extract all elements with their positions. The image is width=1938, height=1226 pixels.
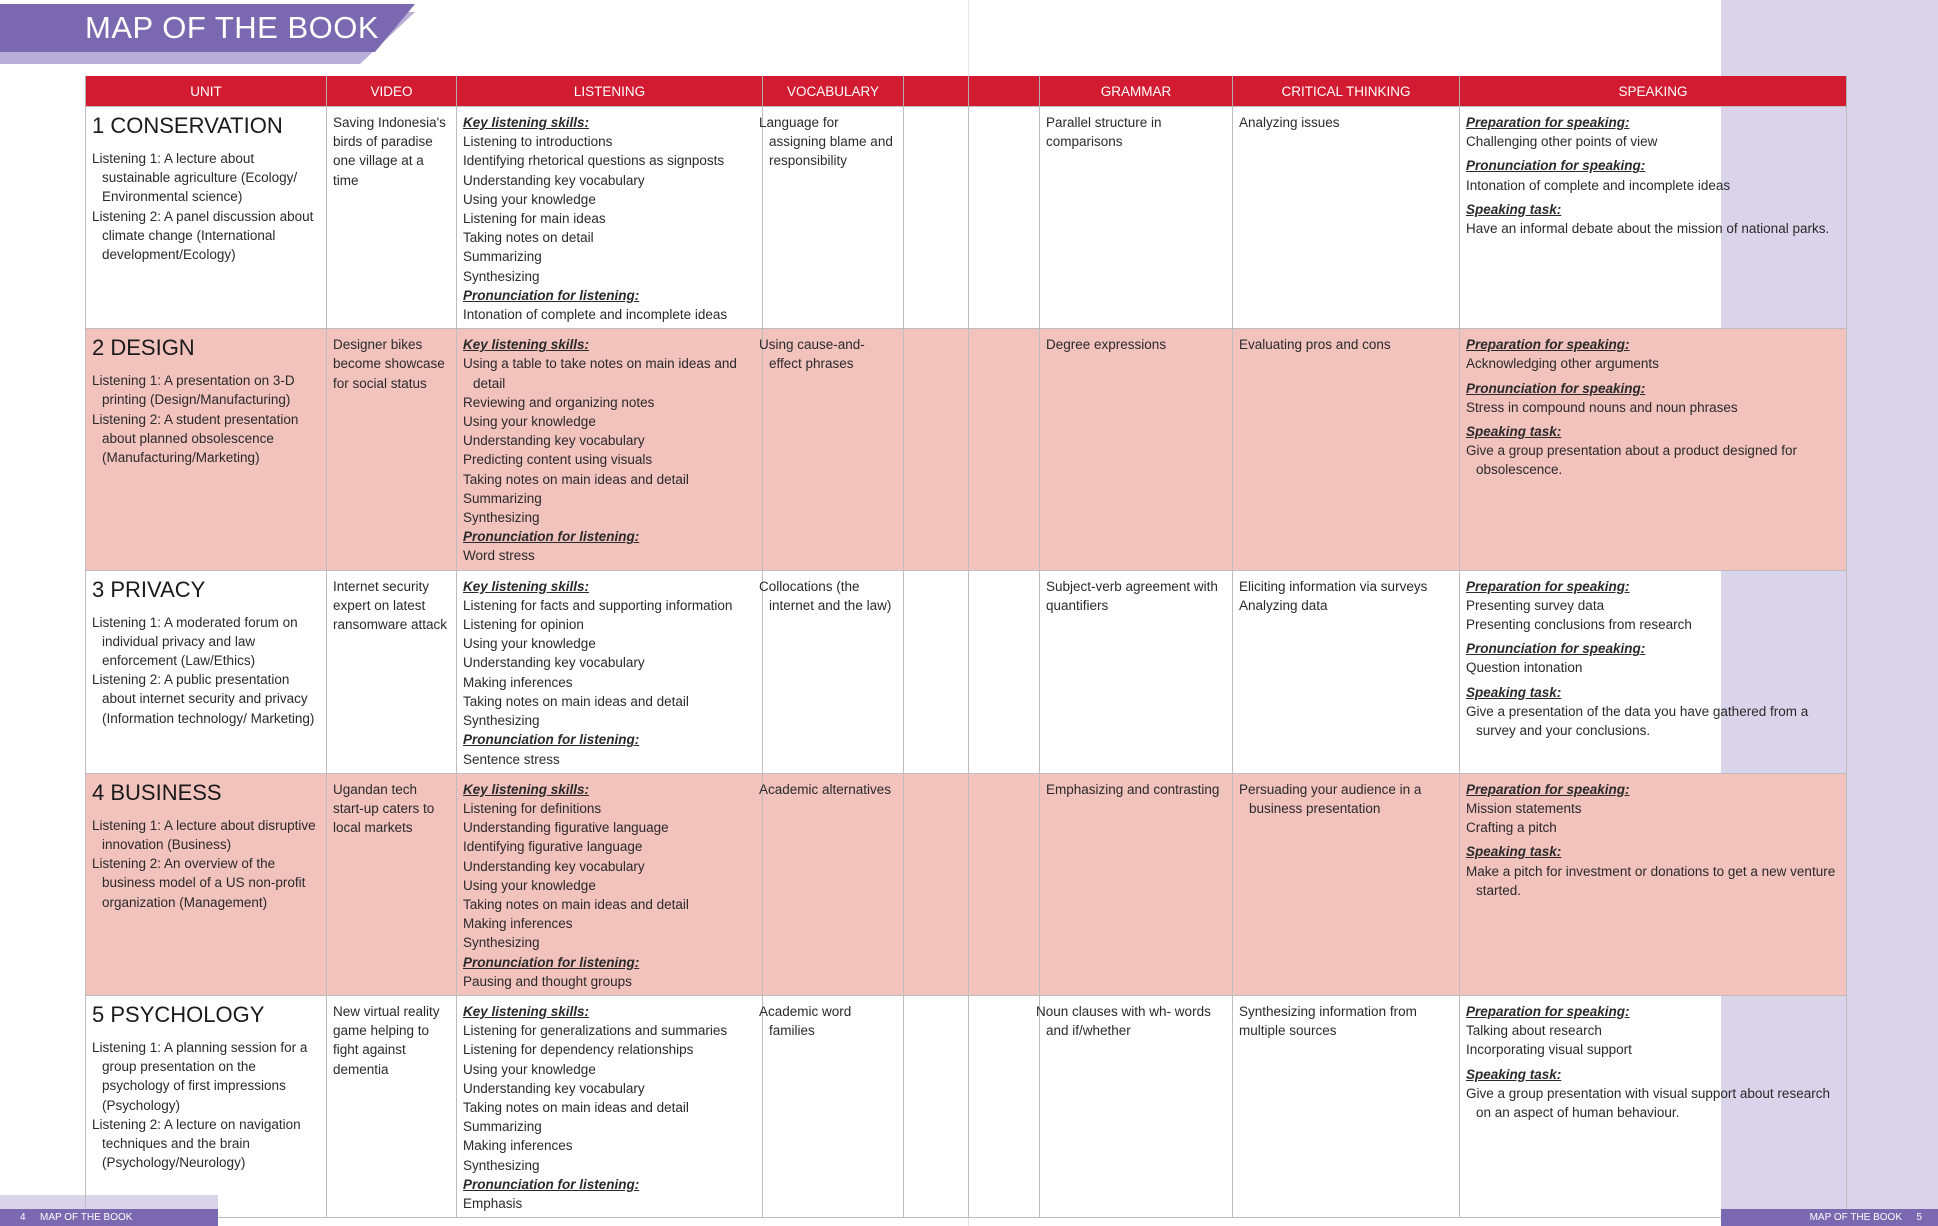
skill-item: Using your knowledge <box>463 636 596 652</box>
unit-cell <box>86 995 327 1217</box>
skill-item: Summarizing <box>463 1119 542 1135</box>
vocabulary-cell: Academic alternatives <box>763 773 904 995</box>
page-title: MAP OF THE BOOK <box>85 10 380 45</box>
skill-item: Taking notes on main ideas and detail <box>463 896 689 912</box>
prep-item: Mission statements <box>1466 800 1582 816</box>
skill-item: Listening for facts and supporting information <box>463 597 733 613</box>
skill-item: Synthesizing <box>463 935 540 951</box>
table-row <box>86 773 1847 995</box>
skill-item: Making inferences <box>463 674 573 690</box>
critical-thinking-cell <box>1233 570 1460 773</box>
header-speaking: SPEAKING <box>1460 76 1847 107</box>
prep-item: Crafting a pitch <box>1466 820 1557 836</box>
video-cell: New virtual reality game helping to fight against dementia <box>327 995 457 1217</box>
blank-cell <box>904 995 969 1217</box>
unit-cell <box>86 570 327 773</box>
speaking-task: Make a pitch for investment or donations to get a new venture started. <box>1466 863 1836 898</box>
skill-item: Identifying rhetorical questions as signposts <box>463 153 725 169</box>
footer-label-right: MAP OF THE BOOK <box>1809 1212 1902 1223</box>
speaking-task-label: Speaking task: <box>1466 201 1562 217</box>
pronunciation-label: Pronunciation for listening: <box>463 529 640 545</box>
speaking-task-label: Speaking task: <box>1466 424 1562 440</box>
pronunciation-item: Intonation of complete and incomplete ideas <box>463 307 728 323</box>
title-banner <box>0 0 440 64</box>
speaking-task: Give a presentation of the data you have gathered from a survey and your conclusions. <box>1466 703 1809 739</box>
blank-cell <box>969 773 1040 995</box>
pronunciation-label: Pronunciation for listening: <box>463 287 640 303</box>
grammar-cell: Degree expressions <box>1040 329 1233 570</box>
skill-item: Using your knowledge <box>463 877 596 893</box>
skill-item: Using your knowledge <box>463 191 596 207</box>
critical-thinking-cell <box>1233 773 1460 995</box>
listening-cell <box>457 995 763 1217</box>
pron-speaking-label: Pronunciation for speaking: <box>1466 380 1646 396</box>
listening-description: Listening 1: A presentation on 3-D printing (Design/Manufacturing) <box>92 373 295 408</box>
critical-item: Persuading your audience in a business presentation <box>1239 781 1422 816</box>
skill-item: Taking notes on main ideas and detail <box>463 693 689 709</box>
unit-title: 4 BUSINESS <box>92 779 222 805</box>
skill-item: Taking notes on main ideas and detail <box>463 1099 689 1115</box>
unit-cell <box>86 107 327 329</box>
video-cell: Saving Indonesia's birds of paradise one village at a time <box>327 107 457 329</box>
footer-label-left: MAP OF THE BOOK <box>40 1212 133 1223</box>
pronunciation-item: Word stress <box>463 548 535 564</box>
skill-item: Synthesizing <box>463 268 540 284</box>
table-row <box>86 995 1847 1217</box>
grammar-cell: Noun clauses with wh- words and if/whether <box>1040 995 1233 1217</box>
unit-title: 5 PSYCHOLOGY <box>92 1001 265 1027</box>
skill-item: Understanding figurative language <box>463 820 669 836</box>
blank-cell <box>904 107 969 329</box>
table-header-row <box>86 76 1847 107</box>
skill-item: Making inferences <box>463 916 573 932</box>
speaking-cell <box>1460 570 1847 773</box>
listening-description: Listening 1: A lecture about sustainable agriculture (Ecology/ Environmental science) <box>92 151 298 205</box>
critical-thinking-cell <box>1233 995 1460 1217</box>
listening-cell <box>457 107 763 329</box>
grammar-cell: Emphasizing and contrasting <box>1040 773 1233 995</box>
critical-item: Evaluating pros and cons <box>1239 337 1391 353</box>
footer-right <box>1721 1209 1938 1226</box>
listening-description: Listening 2: An overview of the business model of a US non-profit organization (Management) <box>92 856 306 910</box>
listening-cell <box>457 570 763 773</box>
footer-left <box>0 1209 218 1226</box>
unit-cell <box>86 773 327 995</box>
blank-cell <box>904 570 969 773</box>
header-vocabulary: VOCABULARY <box>763 76 904 107</box>
pron-speaking-item: Stress in compound nouns and noun phrases <box>1466 399 1738 415</box>
key-skills-label: Key listening skills: <box>463 337 590 353</box>
prep-item: Acknowledging other arguments <box>1466 356 1659 372</box>
skill-item: Understanding key vocabulary <box>463 433 645 449</box>
skill-item: Using your knowledge <box>463 1061 596 1077</box>
speaking-task-label: Speaking task: <box>1466 684 1562 700</box>
blank-cell <box>904 773 969 995</box>
blank-cell <box>969 570 1040 773</box>
pronunciation-label: Pronunciation for listening: <box>463 954 640 970</box>
pronunciation-item: Sentence stress <box>463 751 560 767</box>
listening-cell <box>457 329 763 570</box>
vocabulary-cell: Using cause-and-effect phrases <box>763 329 904 570</box>
skill-item: Understanding key vocabulary <box>463 655 645 671</box>
skill-item: Understanding key vocabulary <box>463 172 645 188</box>
video-cell: Designer bikes become showcase for social status <box>327 329 457 570</box>
vocabulary-cell: Collocations (the internet and the law) <box>763 570 904 773</box>
grammar-cell: Subject-verb agreement with quantifiers <box>1040 570 1233 773</box>
page-number-left: 4 <box>20 1212 26 1223</box>
header-video: VIDEO <box>327 76 457 107</box>
blank-cell <box>969 329 1040 570</box>
skill-item: Understanding key vocabulary <box>463 858 645 874</box>
header-unit: UNIT <box>86 76 327 107</box>
listening-description: Listening 2: A panel discussion about climate change (International development/Ecology) <box>92 208 314 263</box>
listening-description: Listening 1: A planning session for a group presentation on the psychology of first impressions (Psychology) <box>92 1039 308 1113</box>
critical-thinking-cell <box>1233 107 1460 329</box>
prep-item: Challenging other points of view <box>1466 134 1658 150</box>
speaking-cell <box>1460 107 1847 329</box>
speaking-task-label: Speaking task: <box>1466 1066 1562 1082</box>
blank-cell <box>969 107 1040 329</box>
header-grammar: GRAMMAR <box>1040 76 1233 107</box>
listening-description: Listening 2: A lecture on navigation techniques and the brain (Psychology/Neurology) <box>92 1116 301 1171</box>
skill-item: Synthesizing <box>463 510 540 526</box>
key-skills-label: Key listening skills: <box>463 578 590 594</box>
skill-item: Understanding key vocabulary <box>463 1080 645 1096</box>
unit-cell <box>86 329 327 570</box>
listening-cell <box>457 773 763 995</box>
pronunciation-label: Pronunciation for listening: <box>463 1176 640 1192</box>
key-skills-label: Key listening skills: <box>463 1003 590 1019</box>
skill-item: Synthesizing <box>463 713 540 729</box>
skill-item: Reviewing and organizing notes <box>463 394 655 410</box>
prep-speaking-label: Preparation for speaking: <box>1466 115 1630 130</box>
unit-title: 1 CONSERVATION <box>92 113 283 138</box>
pronunciation-label: Pronunciation for listening: <box>463 732 640 748</box>
pron-speaking-label: Pronunciation for speaking: <box>1466 158 1646 174</box>
skill-item: Making inferences <box>463 1138 573 1154</box>
blank-cell <box>969 995 1040 1217</box>
header-listening: LISTENING <box>457 76 763 107</box>
vocabulary-cell: Language for assigning blame and responsibility <box>763 107 904 329</box>
listening-description: Listening 2: A student presentation about planned obsolescence (Manufacturing/Marketing) <box>92 411 299 466</box>
video-cell: Internet security expert on latest ransomware attack <box>327 570 457 773</box>
critical-item: Analyzing issues <box>1239 115 1340 130</box>
skill-item: Listening for main ideas <box>463 211 606 227</box>
pron-speaking-item: Intonation of complete and incomplete ideas <box>1466 177 1731 193</box>
prep-item: Talking about research <box>1466 1023 1602 1039</box>
table-row <box>86 107 1847 329</box>
skill-item: Summarizing <box>463 249 542 265</box>
critical-item: Synthesizing information from multiple sources <box>1239 1003 1417 1039</box>
skill-item: Summarizing <box>463 490 542 506</box>
pron-speaking-item: Question intonation <box>1466 660 1583 676</box>
blank-cell <box>904 329 969 570</box>
pronunciation-item: Pausing and thought groups <box>463 973 632 989</box>
table-row <box>86 570 1847 773</box>
table-row <box>86 329 1847 570</box>
speaking-task: Give a group presentation with visual support about research on an aspect of human behaviour. <box>1466 1085 1830 1120</box>
speaking-task: Have an informal debate about the mission of national parks. <box>1466 221 1830 237</box>
skill-item: Predicting content using visuals <box>463 452 653 468</box>
speaking-task: Give a group presentation about a product designed for obsolescence. <box>1466 443 1797 478</box>
skill-item: Using your knowledge <box>463 414 596 430</box>
speaking-cell <box>1460 329 1847 570</box>
speaking-task-label: Speaking task: <box>1466 844 1562 860</box>
critical-item: Analyzing data <box>1239 597 1328 613</box>
key-skills-label: Key listening skills: <box>463 781 590 797</box>
skill-item: Taking notes on main ideas and detail <box>463 471 689 487</box>
header-blank-1 <box>904 76 969 107</box>
unit-title: 3 PRIVACY <box>92 576 206 602</box>
prep-item: Presenting conclusions from research <box>1466 617 1692 633</box>
unit-title: 2 DESIGN <box>92 335 195 361</box>
map-of-book-table <box>85 76 1847 1218</box>
skill-item: Synthesizing <box>463 1157 540 1173</box>
grammar-cell: Parallel structure in comparisons <box>1040 107 1233 329</box>
vocabulary-cell: Academic word families <box>763 995 904 1217</box>
pron-speaking-label: Pronunciation for speaking: <box>1466 641 1646 657</box>
critical-thinking-cell <box>1233 329 1460 570</box>
prep-speaking-label: Preparation for speaking: <box>1466 1003 1630 1019</box>
skill-item: Taking notes on detail <box>463 230 594 246</box>
skill-item: Listening to introductions <box>463 134 613 150</box>
header-critical-thinking: CRITICAL THINKING <box>1233 76 1460 107</box>
listening-description: Listening 1: A moderated forum on individual privacy and law enforcement (Law/Ethics) <box>92 614 298 669</box>
header-blank-2 <box>969 76 1040 107</box>
listening-description: Listening 2: A public presentation about internet security and privacy (Information technology/ Marketing) <box>92 672 315 726</box>
listening-description: Listening 1: A lecture about disruptive innovation (Business) <box>92 817 316 852</box>
prep-item: Incorporating visual support <box>1466 1042 1632 1058</box>
skill-item: Using a table to take notes on main ideas and detail <box>463 356 737 391</box>
skill-item: Listening for definitions <box>463 800 602 816</box>
speaking-cell <box>1460 773 1847 995</box>
skill-item: Listening for generalizations and summaries <box>463 1023 728 1039</box>
critical-item: Eliciting information via surveys <box>1239 578 1428 594</box>
pronunciation-item: Emphasis <box>463 1195 523 1211</box>
video-cell: Ugandan tech start-up caters to local markets <box>327 773 457 995</box>
prep-speaking-label: Preparation for speaking: <box>1466 781 1630 797</box>
page-number-right: 5 <box>1916 1212 1922 1223</box>
speaking-cell <box>1460 995 1847 1217</box>
skill-item: Listening for dependency relationships <box>463 1042 694 1058</box>
skill-item: Listening for opinion <box>463 617 584 633</box>
skill-item: Identifying figurative language <box>463 839 643 855</box>
prep-speaking-label: Preparation for speaking: <box>1466 578 1630 594</box>
prep-speaking-label: Preparation for speaking: <box>1466 337 1630 353</box>
key-skills-label: Key listening skills: <box>463 115 590 130</box>
prep-item: Presenting survey data <box>1466 597 1605 613</box>
